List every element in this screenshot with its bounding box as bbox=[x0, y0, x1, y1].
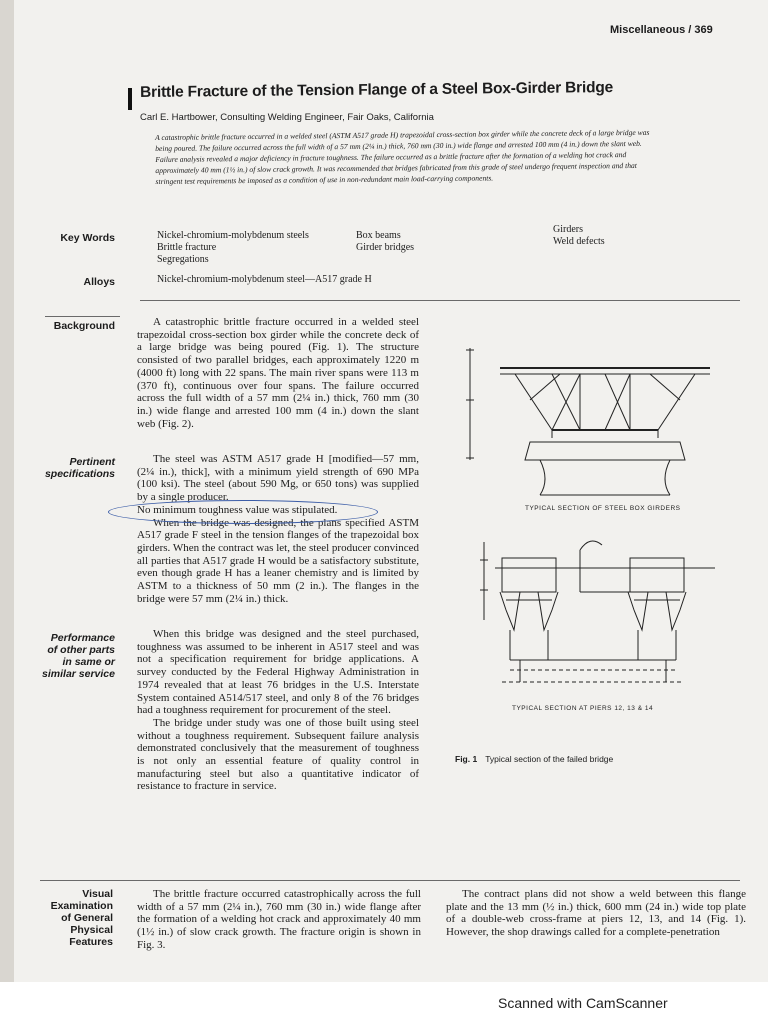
alloys-text: Nickel-chromium-molybdenum steel—A517 grade H bbox=[157, 274, 372, 285]
article-author: Carl E. Hartbower, Consulting Welding Engineer, Fair Oaks, California bbox=[140, 112, 434, 123]
background-label: Background bbox=[53, 320, 115, 332]
performance-paragraph-1: When this bridge was designed and the steel purchased, toughness was assumed to be inherent in A517 steel and was not a specification requirement for bridge applications. A survey conducted by the Federal Highway Administration in 1974 revealed that at least 76 bridges in the U.S. Interstate System contained A514/517 steel, and only 8 of the 76 bridges had a toughness requirement for procurement of the steel. bbox=[137, 628, 419, 717]
figure-caption-text: Typical section of the failed bridge bbox=[485, 754, 614, 764]
figure-number: Fig. 1 bbox=[455, 754, 478, 764]
scanner-watermark: Scanned with CamScanner bbox=[498, 995, 668, 1011]
article-abstract: A catastrophic brittle fracture occurred in a welded steel (ASTM A517 grade H) trapezoidal cross-section box girder while the concrete deck of a large bridge was being poured. The failure occurred across the full width of a 57 mm (2¼ in.) thick, 760 mm (30 in.) wide flange and arrested 100 mm (4 in.) down the slant web. Failure analysis revealed a major deficiency in fracture toughness. The failure occurred as a brittle fracture after the formation of a welding hot crack and approximately 40 mm (1½ in.) of slow crack growth. It was recommended that bridges fabricated from this grade of steel undergo frequent inspection and that stringent test requirements be imposed as a condition of use in non-redundant main load-carrying components. bbox=[155, 127, 650, 186]
keyword: Nickel-chromium-molybdenum steels bbox=[157, 230, 309, 241]
running-head: Miscellaneous / 369 bbox=[610, 24, 713, 36]
keyword: Brittle fracture bbox=[157, 242, 217, 253]
article-title: Brittle Fracture of the Tension Flange of a Steel Box-Girder Bridge bbox=[140, 79, 614, 101]
keyword: Box beams bbox=[356, 230, 401, 241]
pertinent-body bbox=[137, 453, 419, 605]
key-words-label: Key Words bbox=[60, 232, 115, 244]
performance-body bbox=[137, 628, 419, 793]
visual-label-line: Features bbox=[69, 936, 113, 948]
visual-label-line: of General bbox=[61, 912, 113, 924]
pen-annotation-circle bbox=[108, 500, 378, 524]
pertinent-label-line: specifications bbox=[44, 468, 115, 480]
key-words-col3 bbox=[553, 224, 605, 248]
visual-body-right bbox=[446, 888, 746, 939]
alloys-label: Alloys bbox=[83, 276, 115, 288]
visual-label-line: Examination bbox=[50, 900, 113, 912]
visual-paragraph-left: The brittle fracture occurred catastrophically across the full width of a 57 mm (2¼ in.), 760 mm (30 in.) wide flange after the formation of a welding hot crack and approximately 40 mm (1½ in.) of slow crack growth. The fracture origin is shown in Fig. 3. bbox=[137, 888, 421, 951]
keyword: Weld defects bbox=[553, 236, 605, 247]
background-body bbox=[137, 316, 419, 430]
performance-label-line: similar service bbox=[42, 668, 115, 680]
pertinent-paragraph-c: When the bridge was designed, the plans specified ASTM A517 grade F steel in the tension flanges of the trapezoidal box girders. When the contract was let, the steel producer convinced all parties that A517 grade H would be a satisfactory substitute, even though grade H has a leaner chemistry and is limited by ASTM to a thickness of 50 mm (2 in.). The flanges in the bridge were 57 mm (2¼ in.) thick. bbox=[137, 516, 419, 605]
background-paragraph: A catastrophic brittle fracture occurred in a welded steel trapezoidal cross-section box girder while the concrete deck of a large bridge was being poured (Fig. 1). The structure consisted of two parallel bridges, each approximately 1220 m (4000 ft) long with 22 spans. The main river spans were 113 m (370 ft), continuous over four spans. The failure occurred across the full width of a 57 mm (2¼ in.) thick, 760 mm (30 in.) wide flange and arrested 100 mm (4 in.) down the slant web (Fig. 2). bbox=[137, 316, 419, 430]
visual-body-left bbox=[137, 888, 421, 952]
pertinent-label-line: Pertinent bbox=[69, 456, 115, 468]
section-divider bbox=[40, 880, 740, 881]
key-words-col1 bbox=[157, 230, 309, 266]
pertinent-label bbox=[20, 456, 115, 480]
key-words-col2 bbox=[356, 230, 414, 254]
visual-label-line: Visual bbox=[82, 888, 113, 900]
section-divider bbox=[140, 300, 740, 301]
performance-label-line: Performance bbox=[50, 632, 115, 644]
performance-label-line: of other parts bbox=[47, 644, 115, 656]
pertinent-paragraph-a: The steel was ASTM A517 grade H [modified—57 mm, (2¼ in.), thick], with a minimum yield strength of 690 MPa (100 ksi). The steel (about 590 Mg, or 650 tons) was supplied by a single producer. bbox=[137, 453, 419, 504]
keyword: Segregations bbox=[157, 254, 209, 265]
performance-paragraph-2: The bridge under study was one of those built using steel without a toughness requirement. Subsequent failure analysis demonstrated conclusively that the measurement of toughness is not only an essential feature of quality control in manufacturing steel but also a quantitative indicator of resistance to fracture in service. bbox=[137, 716, 419, 793]
figure-1-drawing bbox=[440, 330, 740, 750]
visual-label bbox=[28, 888, 113, 948]
visual-label-line: Physical bbox=[70, 924, 113, 936]
title-bar-marker bbox=[128, 88, 132, 110]
figure-1-caption bbox=[455, 754, 613, 764]
performance-label bbox=[20, 632, 115, 680]
pertinent-highlighted-sentence: No minimum toughness value was stipulated. bbox=[137, 503, 338, 516]
keyword: Girders bbox=[553, 224, 583, 235]
label-rule bbox=[45, 316, 120, 317]
performance-label-line: in same or bbox=[62, 656, 115, 668]
visual-paragraph-right: The contract plans did not show a weld between this flange plate and the 13 mm (½ in.) thick, 600 mm (24 in.) wide top plate of a double-web cross-frame at piers 12, 13, and 14 (Fig. 1). However, the shop drawings called for a complete-penetration bbox=[446, 888, 746, 939]
keyword: Girder bridges bbox=[356, 242, 415, 253]
figure-caption-top: TYPICAL SECTION OF STEEL BOX GIRDERS bbox=[525, 505, 681, 512]
figure-caption-bottom: TYPICAL SECTION AT PIERS 12, 13 & 14 bbox=[512, 705, 654, 712]
